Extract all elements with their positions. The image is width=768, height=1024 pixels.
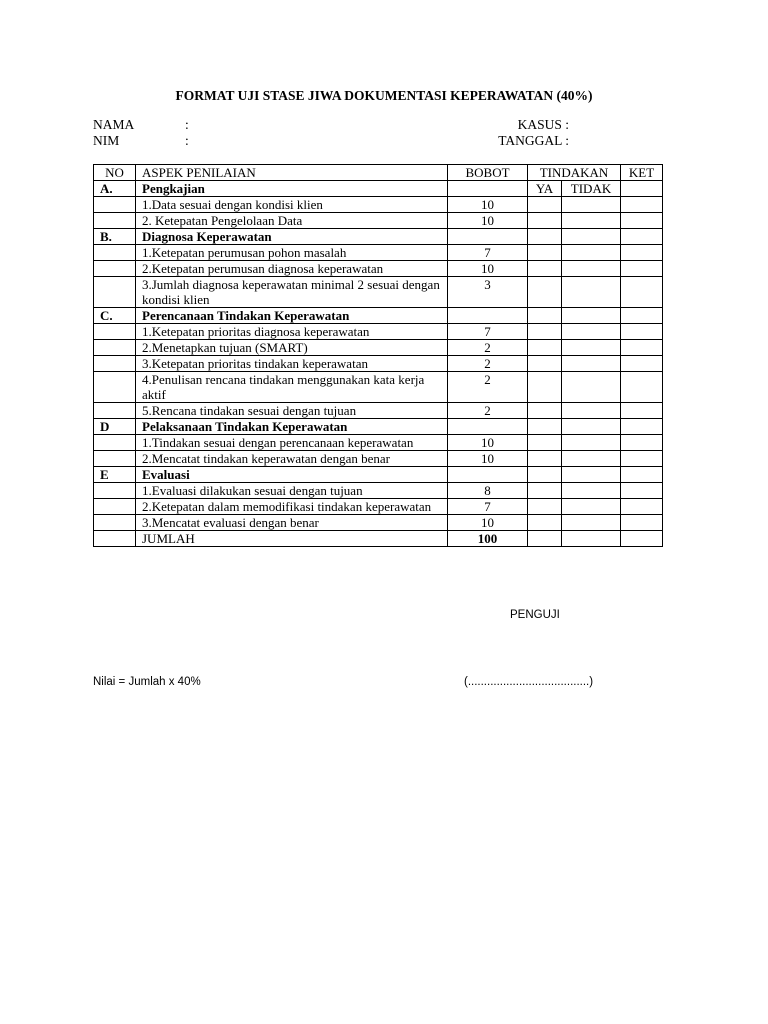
ket-cell[interactable]: [621, 197, 663, 213]
bobot-value: 2: [448, 356, 528, 372]
ya-cell[interactable]: [528, 261, 562, 277]
row-number-cell: [94, 435, 136, 451]
header-bobot: BOBOT: [448, 165, 528, 181]
section-row: [94, 419, 663, 435]
ya-cell[interactable]: [528, 356, 562, 372]
table-row: [94, 499, 663, 515]
row-number-cell: [94, 372, 136, 403]
row-number-cell: [94, 213, 136, 229]
table-row: [94, 340, 663, 356]
assessment-table: [93, 164, 663, 547]
aspect-text: 3.Ketepatan prioritas tindakan keperawatan: [136, 356, 448, 372]
total-bobot: 100: [448, 531, 528, 547]
tidak-cell[interactable]: [562, 261, 621, 277]
tidak-cell[interactable]: [562, 308, 621, 324]
ket-cell[interactable]: [621, 229, 663, 245]
tanggal-label: TANGGAL :: [498, 133, 569, 148]
section-title: Pelaksanaan Tindakan Keperawatan: [136, 419, 448, 435]
page-title: FORMAT UJI STASE JIWA DOKUMENTASI KEPERAWATAN (40%): [175, 88, 593, 103]
ket-cell[interactable]: [621, 531, 663, 547]
ya-cell[interactable]: [528, 531, 562, 547]
tidak-cell[interactable]: [562, 324, 621, 340]
table-row: [94, 515, 663, 531]
table-row: [94, 403, 663, 419]
aspect-text: 4.Penulisan rencana tindakan menggunakan kata kerja aktif: [136, 372, 448, 403]
bobot-value: 8: [448, 483, 528, 499]
nama-colon: :: [185, 117, 189, 132]
total-row: [94, 531, 663, 547]
table-row: [94, 197, 663, 213]
ket-cell[interactable]: [621, 467, 663, 483]
aspect-text: 1.Tindakan sesuai dengan perencanaan keperawatan: [136, 435, 448, 451]
bobot-value: 7: [448, 324, 528, 340]
section-row: [94, 467, 663, 483]
header-ya: YA: [528, 181, 562, 197]
row-number-cell: [94, 356, 136, 372]
nim-label: NIM: [93, 133, 120, 148]
table-row: [94, 324, 663, 340]
section-number: D: [94, 419, 136, 435]
kasus-label: KASUS :: [517, 117, 569, 132]
aspect-text: 3.Jumlah diagnosa keperawatan minimal 2 sesuai dengan kondisi klien: [136, 277, 448, 308]
tidak-cell[interactable]: [562, 499, 621, 515]
table-row: [94, 372, 663, 403]
section-number: E: [94, 467, 136, 483]
tidak-cell[interactable]: [562, 340, 621, 356]
ket-cell[interactable]: [621, 308, 663, 324]
ya-cell[interactable]: [528, 451, 562, 467]
bobot-value: 10: [448, 515, 528, 531]
header-ket: KET: [621, 165, 663, 181]
tidak-cell[interactable]: [562, 372, 621, 403]
bobot-value: 10: [448, 213, 528, 229]
section-bobot-cell: [448, 467, 528, 483]
table-row: [94, 356, 663, 372]
ket-cell[interactable]: [621, 515, 663, 531]
tidak-cell[interactable]: [562, 419, 621, 435]
tidak-cell[interactable]: [562, 229, 621, 245]
row-number-cell: [94, 261, 136, 277]
row-number-cell: [94, 324, 136, 340]
row-number-cell: [94, 340, 136, 356]
section-title: Diagnosa Keperawatan: [136, 229, 448, 245]
ya-cell[interactable]: [528, 467, 562, 483]
section-number: B.: [94, 229, 136, 245]
tidak-cell[interactable]: [562, 531, 621, 547]
ya-cell[interactable]: [528, 308, 562, 324]
info-row-nama: [93, 117, 569, 133]
total-number-cell: [94, 531, 136, 547]
aspect-text: 3.Mencatat evaluasi dengan benar: [136, 515, 448, 531]
ya-cell[interactable]: [528, 277, 562, 308]
bobot-value: 10: [448, 197, 528, 213]
ket-cell[interactable]: [621, 499, 663, 515]
aspect-text: 2.Ketepatan dalam memodifikasi tindakan keperawatan: [136, 499, 448, 515]
section-row: [94, 229, 663, 245]
section-bobot-cell: [448, 181, 528, 197]
aspect-text: 2. Ketepatan Pengelolaan Data: [136, 213, 448, 229]
ket-cell[interactable]: [621, 213, 663, 229]
table-row: [94, 483, 663, 499]
signature-line: (......................................): [464, 676, 594, 688]
ket-cell[interactable]: [621, 277, 663, 308]
nama-label: NAMA: [93, 117, 135, 132]
ket-cell[interactable]: [621, 483, 663, 499]
header-no: NO: [94, 165, 136, 181]
table-row: [94, 435, 663, 451]
aspect-text: 5.Rencana tindakan sesuai dengan tujuan: [136, 403, 448, 419]
table-row: [94, 451, 663, 467]
tidak-cell[interactable]: [562, 451, 621, 467]
bobot-value: 7: [448, 245, 528, 261]
header-tidak: TIDAK: [562, 181, 621, 197]
bobot-value: 2: [448, 403, 528, 419]
row-number-cell: [94, 451, 136, 467]
section-row: [94, 181, 663, 197]
ya-cell[interactable]: [528, 340, 562, 356]
ket-cell[interactable]: [621, 419, 663, 435]
section-bobot-cell: [448, 308, 528, 324]
section-row: [94, 308, 663, 324]
ya-cell[interactable]: [528, 197, 562, 213]
row-number-cell: [94, 403, 136, 419]
section-number: C.: [94, 308, 136, 324]
row-number-cell: [94, 483, 136, 499]
section-bobot-cell: [448, 419, 528, 435]
total-label: JUMLAH: [136, 531, 448, 547]
tidak-cell[interactable]: [562, 213, 621, 229]
tidak-cell[interactable]: [562, 435, 621, 451]
ket-cell[interactable]: [621, 340, 663, 356]
tidak-cell[interactable]: [562, 197, 621, 213]
nilai-formula: Nilai = Jumlah x 40%: [93, 676, 201, 688]
row-number-cell: [94, 277, 136, 308]
ket-cell[interactable]: [621, 324, 663, 340]
ket-cell[interactable]: [621, 245, 663, 261]
tidak-cell[interactable]: [562, 356, 621, 372]
tidak-cell[interactable]: [562, 277, 621, 308]
ket-cell[interactable]: [621, 403, 663, 419]
tidak-cell[interactable]: [562, 245, 621, 261]
row-number-cell: [94, 197, 136, 213]
aspect-text: 2.Mencatat tindakan keperawatan dengan benar: [136, 451, 448, 467]
bobot-value: 2: [448, 340, 528, 356]
bobot-value: 2: [448, 372, 528, 403]
aspect-text: 1.Data sesuai dengan kondisi klien: [136, 197, 448, 213]
tidak-cell[interactable]: [562, 483, 621, 499]
ket-cell[interactable]: [621, 356, 663, 372]
info-row-nim: [93, 133, 569, 149]
assessment-table-body: [94, 165, 663, 547]
aspect-text: 1.Ketepatan perumusan pohon masalah: [136, 245, 448, 261]
aspect-text: 2.Menetapkan tujuan (SMART): [136, 340, 448, 356]
ya-cell[interactable]: [528, 499, 562, 515]
ya-cell[interactable]: [528, 483, 562, 499]
section-title: Perencanaan Tindakan Keperawatan: [136, 308, 448, 324]
ket-cell[interactable]: [621, 435, 663, 451]
aspect-text: 1.Evaluasi dilakukan sesuai dengan tujuan: [136, 483, 448, 499]
tidak-cell[interactable]: [562, 467, 621, 483]
bobot-value: 10: [448, 435, 528, 451]
ya-cell[interactable]: [528, 229, 562, 245]
ya-cell[interactable]: [528, 324, 562, 340]
nim-colon: :: [185, 133, 189, 148]
bobot-value: 10: [448, 261, 528, 277]
table-row: [94, 261, 663, 277]
penguji-label: PENGUJI: [510, 609, 560, 621]
ya-cell[interactable]: [528, 419, 562, 435]
aspect-text: 1.Ketepatan prioritas diagnosa keperawatan: [136, 324, 448, 340]
ket-cell[interactable]: [621, 261, 663, 277]
section-title: Pengkajian: [136, 181, 448, 197]
ya-cell[interactable]: [528, 372, 562, 403]
tidak-cell[interactable]: [562, 403, 621, 419]
ya-cell[interactable]: [528, 213, 562, 229]
row-number-cell: [94, 515, 136, 531]
row-number-cell: [94, 499, 136, 515]
header-tindakan: TINDAKAN: [528, 165, 621, 181]
bobot-value: 7: [448, 499, 528, 515]
ya-cell[interactable]: [528, 403, 562, 419]
ya-cell[interactable]: [528, 245, 562, 261]
bobot-value: 3: [448, 277, 528, 308]
header-aspek: ASPEK PENILAIAN: [136, 165, 448, 181]
bobot-value: 10: [448, 451, 528, 467]
section-bobot-cell: [448, 229, 528, 245]
tidak-cell[interactable]: [562, 515, 621, 531]
ya-cell[interactable]: [528, 515, 562, 531]
ket-cell[interactable]: [621, 451, 663, 467]
row-number-cell: [94, 245, 136, 261]
section-number: A.: [94, 181, 136, 197]
ya-cell[interactable]: [528, 435, 562, 451]
ket-cell[interactable]: [621, 372, 663, 403]
table-row: [94, 213, 663, 229]
ket-cell[interactable]: [621, 181, 663, 197]
table-header-row: [94, 165, 663, 181]
section-title: Evaluasi: [136, 467, 448, 483]
aspect-text: 2.Ketepatan perumusan diagnosa keperawatan: [136, 261, 448, 277]
table-row: [94, 277, 663, 308]
table-row: [94, 245, 663, 261]
